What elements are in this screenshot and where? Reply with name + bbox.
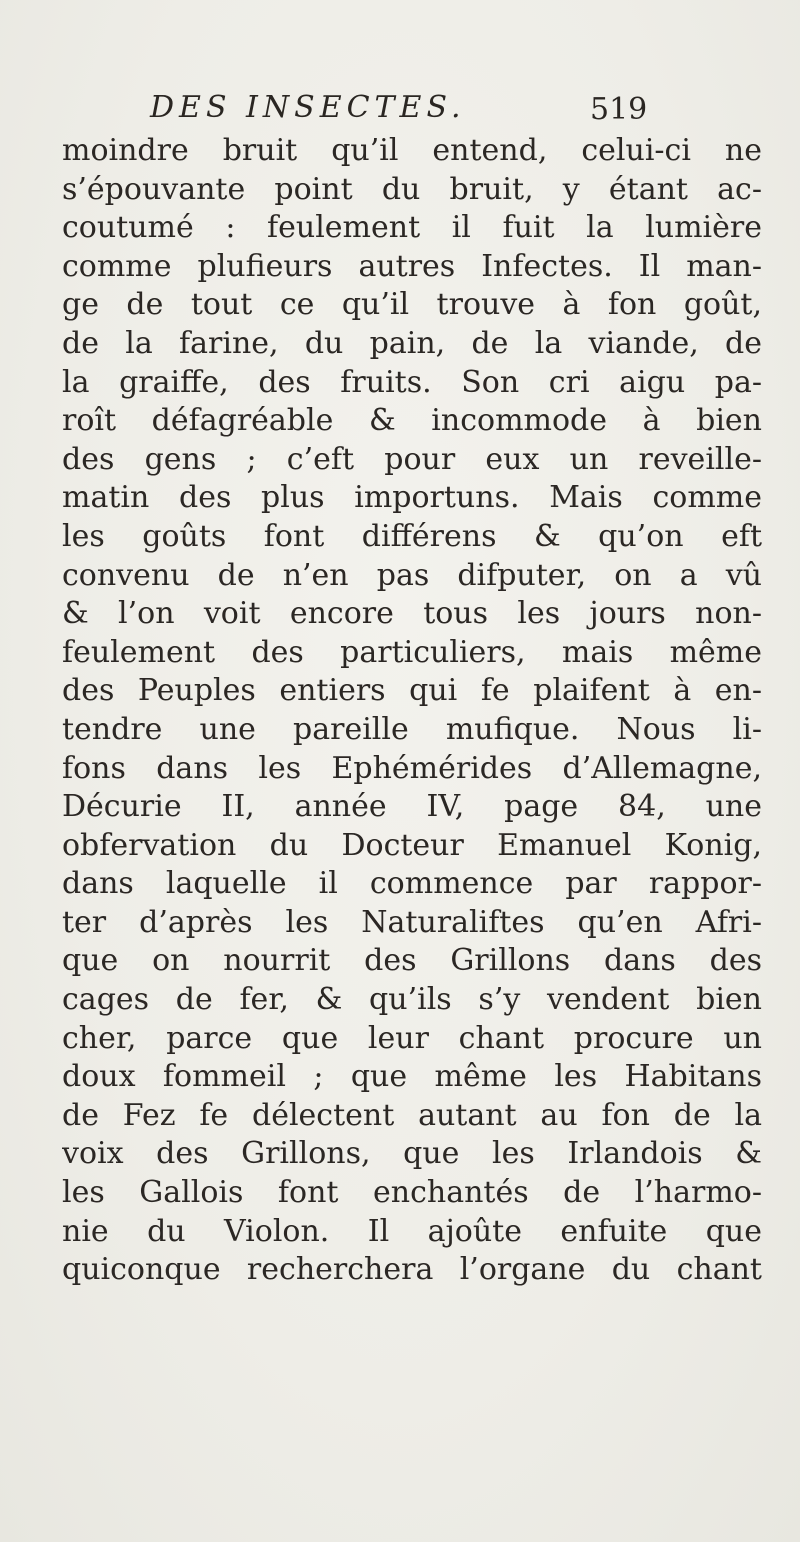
- text-line: coutumé : feulement il fuit la lumière: [62, 210, 762, 246]
- text-line: ter d’après les Naturaliftes qu’en Afri-: [62, 904, 762, 940]
- text-line: roît défagréable & incommode à bien: [62, 403, 762, 439]
- text-line: de Fez fe délectent autant au fon de la: [62, 1097, 762, 1133]
- text-line: dans laquelle il commence par rappor-: [62, 866, 762, 902]
- text-line: nie du Violon. Il ajoûte enfuite que: [62, 1213, 762, 1249]
- running-title: DES INSECTES.: [150, 90, 466, 125]
- text-line: de la farine, du pain, de la viande, de: [62, 325, 762, 361]
- text-line: des Peuples entiers qui fe plaifent à en-: [62, 673, 762, 709]
- text-line: cages de fer, & qu’ils s’y vendent bien: [62, 982, 762, 1018]
- text-line: matin des plus importuns. Mais comme: [62, 480, 762, 516]
- text-line: & l’on voit encore tous les jours non-: [62, 596, 762, 632]
- text-line: cher, parce que leur chant procure un: [62, 1020, 762, 1056]
- text-line: comme plufieurs autres Infectes. Il man-: [62, 248, 762, 284]
- text-line: voix des Grillons, que les Irlandois &: [62, 1136, 762, 1172]
- text-line: feulement des particuliers, mais même: [62, 634, 762, 670]
- text-line: convenu de n’en pas difputer, on a vû: [62, 557, 762, 593]
- body-text: [62, 132, 762, 1290]
- text-line: doux fommeil ; que même les Habitans: [62, 1059, 762, 1095]
- text-line: fons dans les Ephémérides d’Allemagne,: [62, 750, 762, 786]
- page-number: 519: [590, 92, 648, 127]
- text-line: s’épouvante point du bruit, y étant ac-: [62, 171, 762, 207]
- text-line: que on nourrit des Grillons dans des: [62, 943, 762, 979]
- text-line: Décurie II, année IV, page 84, une: [62, 789, 762, 825]
- text-line: quiconque recherchera l’organe du chant: [62, 1252, 762, 1288]
- text-line: moindre bruit qu’il entend, celui-ci ne: [62, 133, 762, 168]
- text-line: les goûts font différens & qu’on eft: [62, 518, 762, 554]
- text-line: la graiffe, des fruits. Son cri aigu pa-: [62, 364, 762, 400]
- text-line: obfervation du Docteur Emanuel Konig,: [62, 827, 762, 863]
- text-line: les Gallois font enchantés de l’harmo-: [62, 1175, 762, 1211]
- text-line: ge de tout ce qu’il trouve à fon goût,: [62, 287, 762, 323]
- text-line: tendre une pareille mufique. Nous li-: [62, 711, 762, 747]
- text-line: des gens ; c’eft pour eux un reveille-: [62, 441, 762, 477]
